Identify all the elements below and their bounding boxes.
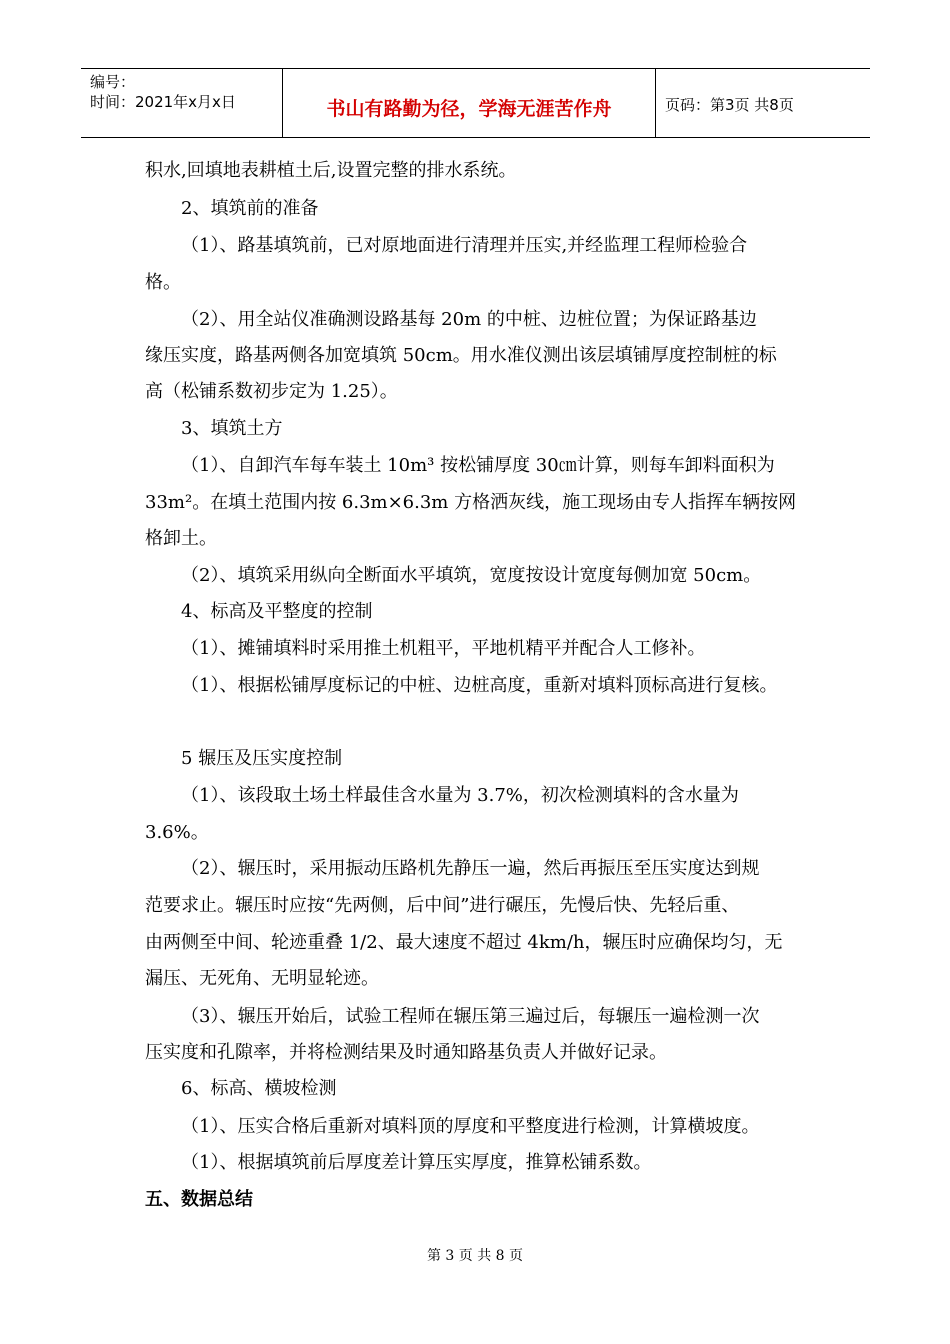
body-line: 积水,回填地表耕植土后,设置完整的排水系统。 — [145, 160, 517, 181]
body-line: （2）、填筑采用纵向全断面水平填筑，宽度按设计宽度每侧加宽 50cm。 — [181, 565, 762, 586]
section-heading: 5 辗压及压实度控制 — [181, 748, 343, 769]
body-line: 缘压实度，路基两侧各加宽填筑 50cm。用水准仪测出该层填铺厚度控制桩的标 — [145, 345, 777, 366]
page-footer: 第 3 页 共 8 页 — [426, 1248, 524, 1264]
section-heading: 4、标高及平整度的控制 — [181, 601, 373, 622]
chapter-heading: 五、数据总结 — [145, 1189, 253, 1210]
body-line: 压实度和孔隙率，并将检测结果及时通知路基负责人并做好记录。 — [145, 1042, 667, 1063]
body-line: 3.6%。 — [145, 822, 209, 843]
body-line: （1）、路基填筑前，已对原地面进行清理并压实,并经监理工程师检验合 — [181, 235, 748, 256]
body-line: （3）、辗压开始后，试验工程师在辗压第三遍过后，每辗压一遍检测一次 — [181, 1006, 760, 1027]
body-line: （2）、用全站仪准确测设路基每 20m 的中桩、边桩位置；为保证路基边 — [181, 309, 757, 330]
body-line: 33m²。在填土范围内按 6.3m×6.3m 方格洒灰线，施工现场由专人指挥车辆按网 — [145, 492, 797, 513]
body-line: （1）、根据填筑前后厚度差计算压实厚度，推算松铺系数。 — [181, 1152, 652, 1173]
section-heading: 3、填筑土方 — [181, 418, 283, 439]
header-left-cell — [81, 69, 282, 137]
section-heading: 6、标高、横坡检测 — [181, 1078, 337, 1099]
page-code: 页码：第3页 共8页 — [665, 96, 794, 114]
body-line: 高（松铺系数初步定为 1.25）。 — [145, 381, 398, 402]
page-header — [81, 68, 870, 138]
body-line: （1）、自卸汽车每车装土 10m³ 按松铺厚度 30㎝计算，则每车卸料面积为 — [181, 455, 775, 476]
body-line: （1）、根据松铺厚度标记的中桩、边桩高度，重新对填料顶标高进行复核。 — [181, 675, 778, 696]
body-line: 格卸土。 — [145, 528, 217, 549]
body-line: （1）、摊铺填料时采用推土机粗平，平地机精平并配合人工修补。 — [181, 638, 706, 659]
section-heading: 2、填筑前的准备 — [181, 198, 319, 219]
body-line: 范要求止。辗压时应按“先两侧，后中间”进行碾压，先慢后快、先轻后重、 — [145, 895, 740, 916]
body-line: 由两侧至中间、轮迹重叠 1/2、最大速度不超过 4km/h，辗压时应确保均匀，无 — [145, 932, 783, 953]
body-line: （2）、辗压时，采用振动压路机先静压一遍，然后再振压至压实度达到规 — [181, 858, 760, 879]
body-line: 格。 — [145, 272, 181, 293]
header-page-cell — [655, 69, 870, 137]
body-line: 漏压、无死角、无明显轮迹。 — [145, 968, 379, 989]
header-motto-cell — [282, 69, 656, 137]
date-line: 时间：2021年x月x日 — [90, 93, 236, 111]
motto: 书山有路勤为径，学海无涯苦作舟 — [326, 98, 612, 120]
body-line: （1）、压实合格后重新对填料顶的厚度和平整度进行检测，计算横坡度。 — [181, 1116, 760, 1137]
serial-label: 编号： — [90, 73, 136, 91]
body-line: （1）、该段取土场土样最佳含水量为 3.7%，初次检测填料的含水量为 — [181, 785, 739, 806]
